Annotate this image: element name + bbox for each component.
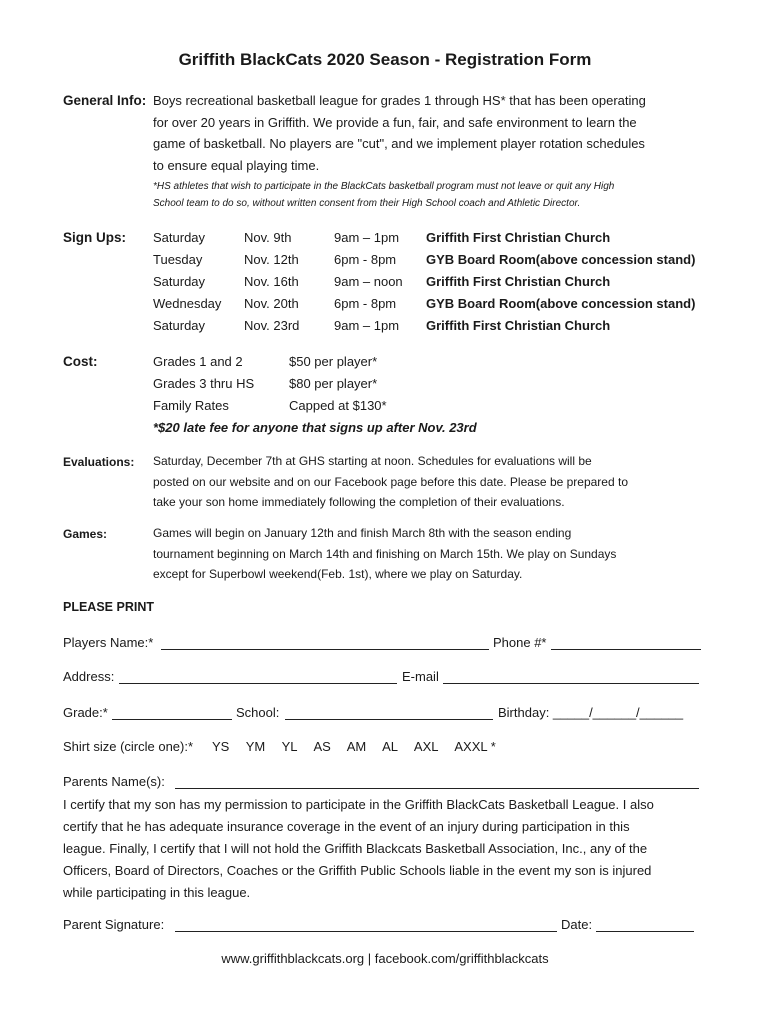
signup-time: 6pm - 8pm [334,252,397,267]
shirt-size-option[interactable]: YL [281,739,298,754]
certification-line: certify that he has adequate insurance coverage in the event of an injury during participation in this [63,819,630,834]
signup-date: Nov. 9th [244,230,292,245]
shirt-size-option[interactable]: YS [212,739,230,754]
signup-day: Saturday [153,230,206,245]
late-fee-note: *$20 late fee for anyone that signs up after Nov. 23rd [153,420,477,435]
players-name-label: Players Name:* [63,635,154,650]
signup-date: Nov. 12th [244,252,299,267]
general-info-text [153,90,646,176]
certification-line: league. Finally, I certify that I will not hold the Griffith Blackcats Basketball Association, Inc., any of the [63,841,648,856]
cost-group: Grades 3 thru HS [153,376,255,391]
evaluations-text [153,451,673,513]
signup-day: Saturday [153,318,206,333]
signup-day: Saturday [153,274,206,289]
signup-date: Nov. 16th [244,274,299,289]
note-line: School team to do so, without written consent from their High School coach and Athletic Director. [153,198,581,209]
date-input[interactable] [596,917,694,932]
games-line: Games will begin on January 12th and finish March 8th with the season ending [153,526,572,540]
phone-label: Phone #* [493,635,547,650]
signup-date: Nov. 23rd [244,318,300,333]
cost-price: Capped at $130* [289,398,387,413]
cost-group: Grades 1 and 2 [153,354,243,369]
cost-group: Family Rates [153,398,229,413]
certification-text [63,794,713,904]
form-title: Griffith BlackCats 2020 Season - Registration Form [178,50,592,69]
evaluations-line: take your son home immediately following the completion of their evaluations. [153,495,565,509]
shirt-size-option[interactable]: AXL [413,739,439,754]
sign-ups-label: Sign Ups: [63,230,126,245]
shirt-size-label: Shirt size (circle one):* [63,739,194,754]
general-info-line: for over 20 years in Griffith. We provide a fun, fair, and safe environment to learn the [153,114,637,130]
cost-price: $80 per player* [289,376,378,391]
signup-date: Nov. 20th [244,296,299,311]
signup-day: Tuesday [153,252,203,267]
shirt-size-option[interactable]: AXXL * [454,739,496,754]
parents-name-input[interactable] [175,774,699,789]
parents-name-label: Parents Name(s): [63,774,165,789]
note-line: *HS athletes that wish to participate in the BlackCats basketball program must not leave or quit any High [153,181,615,192]
parent-signature-label: Parent Signature: [63,917,165,932]
signup-time: 9am – 1pm [334,230,400,245]
phone-input[interactable] [551,635,701,650]
please-print-heading: PLEASE PRINT [63,600,154,614]
evaluations-label: Evaluations: [63,455,135,469]
general-info-label: General Info: [63,93,147,108]
games-label: Games: [63,527,108,541]
signup-day: Wednesday [153,296,222,311]
signup-place: Griffith First Christian Church [426,318,611,333]
general-info-line: to ensure equal playing time. [153,157,320,173]
players-name-input[interactable] [161,635,489,650]
signup-place: GYB Board Room(above concession stand) [426,296,696,311]
signup-place: Griffith First Christian Church [426,230,611,245]
cost-price: $50 per player* [289,354,378,369]
general-info-line: game of basketball. No players are "cut", and we implement player rotation schedules [153,136,645,151]
parent-signature-input[interactable] [175,917,557,932]
certification-line: I certify that my son has my permission to participate in the Griffith BlackCats Basketball League. I also [63,797,654,812]
certification-line: while participating in this league. [63,885,251,900]
signup-time: 6pm - 8pm [334,296,397,311]
certification-line: Officers, Board of Directors, Coaches or the Griffith Public Schools liable in the event my son is injured [63,863,652,878]
school-input[interactable] [285,705,493,720]
shirt-size-options [212,739,509,754]
cost-label: Cost: [63,354,98,369]
birthday-field[interactable]: Birthday: _____/______/______ [498,705,684,720]
games-text [153,523,673,585]
shirt-size-option[interactable]: AS [313,739,331,754]
email-label: E-mail [402,669,439,684]
address-input[interactable] [119,669,397,684]
grade-input[interactable] [112,705,232,720]
signup-time: 9am – noon [334,274,403,289]
general-info-line: Boys recreational basketball league for grades 1 through HS* that has been operating [153,93,646,108]
evaluations-line: posted on our website and on our Facebook page before this date. Please be prepared to [153,474,628,489]
signup-place: GYB Board Room(above concession stand) [426,252,696,267]
footer-links: www.griffithblackcats.org | facebook.com/griffithblackcats [221,951,549,966]
date-label: Date: [561,917,593,932]
signup-time: 9am – 1pm [334,318,400,333]
shirt-size-option[interactable]: AM [346,739,367,754]
shirt-size-option[interactable]: YM [245,739,266,754]
signup-place: Griffith First Christian Church [426,274,611,289]
shirt-size-option[interactable]: AL [382,739,398,754]
evaluations-line: Saturday, December 7th at GHS starting at noon. Schedules for evaluations will be [153,454,592,468]
school-label: School: [236,705,280,720]
hs-athlete-note [153,178,614,212]
games-line: tournament beginning on March 14th and finishing on March 15th. We play on Sundays [153,546,617,561]
email-input[interactable] [443,669,699,684]
games-line: except for Superbowl weekend(Feb. 1st), where we play on Saturday. [153,567,523,581]
grade-label: Grade:* [63,705,108,720]
address-label: Address: [63,669,115,684]
